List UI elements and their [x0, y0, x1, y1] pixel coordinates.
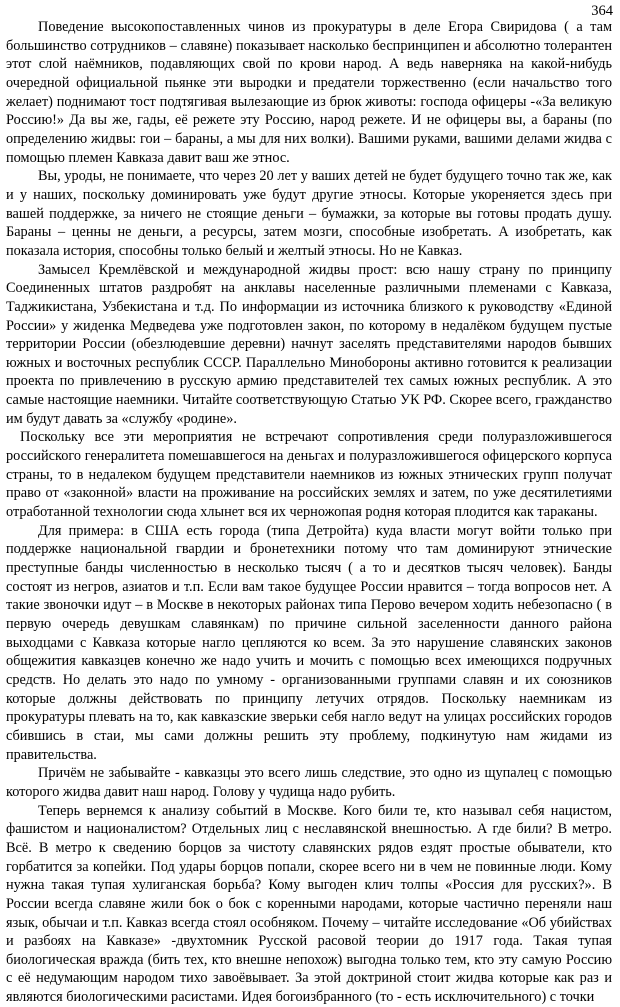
paragraph: Замысел Кремлёвской и международной жидвы прост: всю нашу страну по принципу Соединенных штатов раздробят на анклавы населенные различными племенами с Кавказа, Таджикистана, Узбекистана и т.д. По информации из источника близкого к руководству «Единой России» у жиденка Медведева уже подготовлен закон, по которому в недалёком будущем пустые территории России (обезлюдевшие деревни) начнут заселять представителями народов бывших южных и восточных республик СССР. Параллельно Минобороны активно готовится к реализации проекта по привлечению в русскую армию представителей тех самых южных республик. А это самые настоящие наемники. Читайте соответствующую Статью УК РФ. Скорее всего, гражданство им будут давать за «службу «родине».: [6, 261, 612, 427]
paragraph: Поскольку все эти мероприятия не встречают сопротивления среди полуразложившегося российского генералитета помешавшегося на деньгах и полуразложившегося офицерского корпуса страны, то в недалеком будущем представители наемников из южных этнических групп получат право от «законной» власти на проживание на российских землях и затем, по уже десятилетиями отработанной технологии сюда хлынет вся их черножопая родня которая плодится как тараканы.: [6, 429, 612, 521]
paragraph: Вы, уроды, не понимаете, что через 20 лет у ваших детей не будет будущего точно так же, как и у наших, поскольку доминировать уже будут другие этносы. Которые укореняется здесь при вашей поддержке, за ничего не стоящие деньги – бумажки, за которые вы готовы продать душу. Бараны – ценны не деньги, а ресурсы, затем мозги, способные изобретать. А изобретать, как показала история, способны только белый и желтый этносы. Но не Кавказ.: [6, 168, 612, 259]
paragraph: Теперь вернемся к анализу событий в Москве. Кого били те, кто называл себя нацистом, фашистом и националистом? Отдельных лиц с неславянской внешностью. А где били? В метро. Всё. В метро к сведению борцов за чистоту славянских рядов ездят простые обыватели, кто горбатится за копейки. Под удары борцов попали, скорее всего ни в чем не повинные люди. Кому нужна такая тупая хулиганская борьба? Кому выгоден клич толпы «Россия для русских?». В России всегда славяне жили бок о бок с коренными народами, которые частично переняли наш язык, обычаи и т.п. Кавказ всегда стоял особняком. Почему – читайте исследование «Об убийствах и разбоях на Кавказе» -двухтомник Русской расовой теории до 1917 года. Такая тупая биологическая вражда (бить тех, кто внешне непохож) выгодна только тем, кто эту самую Россию с её недумающим народом тихо завоёвывает. За этой доктриной стоит жидва которые как раз и являются биологическими расистами. Идея богоизбранного (то - есть исключительного) с точки: [6, 802, 612, 1006]
paragraph: Поведение высокопоставленных чинов из прокуратуры в деле Егора Свиридова ( а там большинство сотрудников – славяне) показывает насколько беспринципен и абсолютно толерантен этот слой наёмников, подавляющих свой по крови народ. А ведь наверняка на какой-нибудь очередной официальной пьянке эти выродки и предатели торжественно (если начальство того желает) поднимают тост подтягивая вылезающие из брюк животы: господа офицеры -«За великую Россию!» Да вы же, гады, её режете эту Россию, народ режете. И не офицеры вы, а бараны (по определению жидвы: гои – бараны, а мы для них волки). Вашими руками, вашими делами жидва с помощью племен Кавказа давит ваш же этнос.: [6, 19, 612, 166]
page-number: 364: [591, 3, 613, 19]
paragraph: Причём не забывайте - кавказцы это всего лишь следствие, это одно из щупалец с помощью которого жидва давит наш народ. Голову у чудища надо рубить.: [6, 765, 612, 800]
paragraph: Для примера: в США есть города (типа Детройта) куда власти могут войти только при поддержке национальной гвардии и бронетехники потому что там доминируют этнические преступные банды численностью в несколько тысяч ( а то и десятков тысяч человек). Банды состоят из негров, азиатов и т.п. Если вам такое будущее России нравится – тогда вопросов нет. А такие звоночки идут – в Москве в некоторых районах типа Перово вечером ходить небезопасно ( в первую очередь девушкам славянкам) по причине сильной заселенности данного района выходцами с Кавказа которые нагло цепляются ко всем. За это нарушение славянских законов общежития кавказцев конечно же надо учить и мочить с помощью всех имеющихся подручных средств. Но делать это надо по умному - организованными группами славян и их союзников которые должны действовать по принципу летучих отрядов. Поскольку наемникам из прокуратуры плевать на то, как кавказские зверьки себя нагло ведут на улицах российских городов сбившись в стаи, мы сами должны решить эту проблему, подкинутую нам жидами из правительства.: [6, 522, 612, 763]
body-text: [6, 18, 612, 1007]
